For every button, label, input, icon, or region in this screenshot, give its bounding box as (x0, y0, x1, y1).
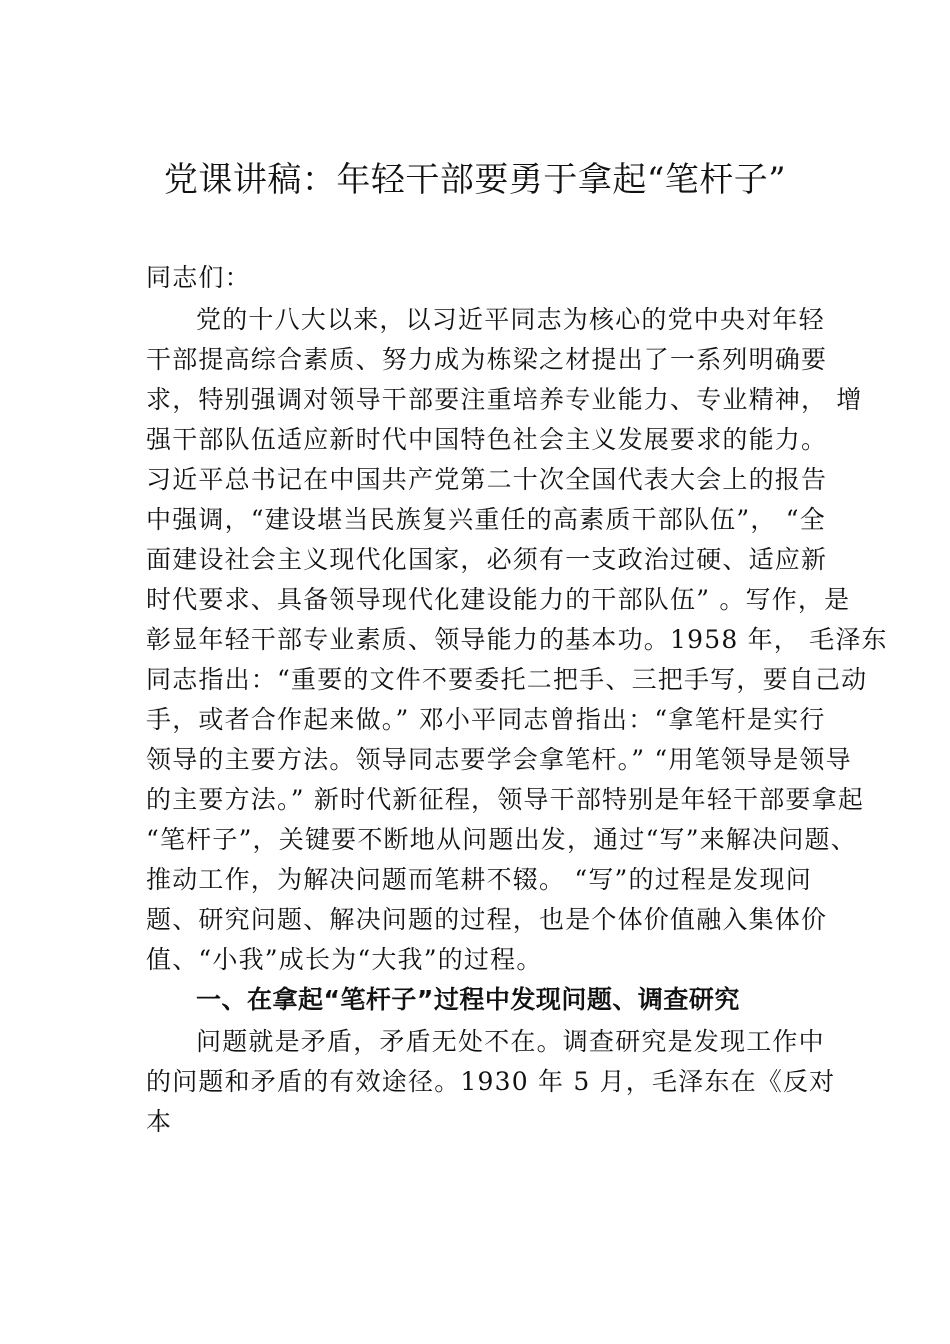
paragraph-line: 时代要求、具备领导现代化建设能力的干部队伍” 。写作，是 (146, 585, 851, 614)
paragraph-line: 干部提高综合素质、努力成为栋梁之材提出了一系列明确要 (146, 345, 828, 374)
paragraph-line: 手，或者合作起来做。” 邓小平同志曾指出：“拿笔杆是实行 (146, 705, 826, 734)
paragraph-line: 彰显年轻干部专业素质、领导能力的基本功。1958 年， 毛泽东 (146, 625, 888, 654)
paragraph-line: 同志指出：“重要的文件不要委托二把手、三把手写，要自己动 (146, 665, 868, 694)
section-heading: 一、在拿起“笔杆子”过程中发现问题、调查研究 (196, 985, 740, 1014)
section-paragraph-line: 问题就是矛盾，矛盾无处不在。调查研究是发现工作中 (196, 1027, 825, 1056)
paragraph-line: 的主要方法。” 新时代新征程，领导干部特别是年轻干部要拿起 (146, 785, 865, 814)
document-title: 党课讲稿：年轻干部要勇于拿起“笔杆子” (163, 160, 787, 200)
paragraph-line: 面建设社会主义现代化国家，必须有一支政治过硬、适应新 (146, 545, 828, 574)
paragraph-line: 习近平总书记在中国共产党第二十次全国代表大会上的报告 (146, 465, 828, 494)
section-paragraph-line: 的问题和矛盾的有效途径。1930 年 5 月，毛泽东在《反对 (146, 1067, 836, 1096)
paragraph-line: 领导的主要方法。领导同志要学会拿笔杆。” “用笔领导是领导 (146, 745, 852, 774)
paragraph-line: 强干部队伍适应新时代中国特色社会主义发展要求的能力。 (146, 425, 828, 454)
paragraph-line: 题、研究问题、解决问题的过程，也是个体价值融入集体价 (146, 905, 828, 934)
section-paragraph-line: 本 (146, 1107, 173, 1136)
paragraph-line: 中强调，“建设堪当民族复兴重任的高素质干部队伍”， “全 (146, 505, 826, 534)
paragraph-line: 党的十八大以来，以习近平同志为核心的党中央对年轻 (196, 305, 825, 334)
paragraph-line: “笔杆子”，关键要不断地从问题出发，通过“写”来解决问题、 (146, 825, 857, 854)
salutation: 同志们： (146, 263, 251, 292)
paragraph-line: 推动工作，为解决问题而笔耕不辍。 “写”的过程是发现问 (146, 865, 812, 894)
paragraph-line: 值、“小我”成长为“大我”的过程。 (146, 945, 543, 974)
paragraph-line: 求，特别强调对领导干部要注重培养专业能力、专业精神， 增 (146, 385, 863, 414)
